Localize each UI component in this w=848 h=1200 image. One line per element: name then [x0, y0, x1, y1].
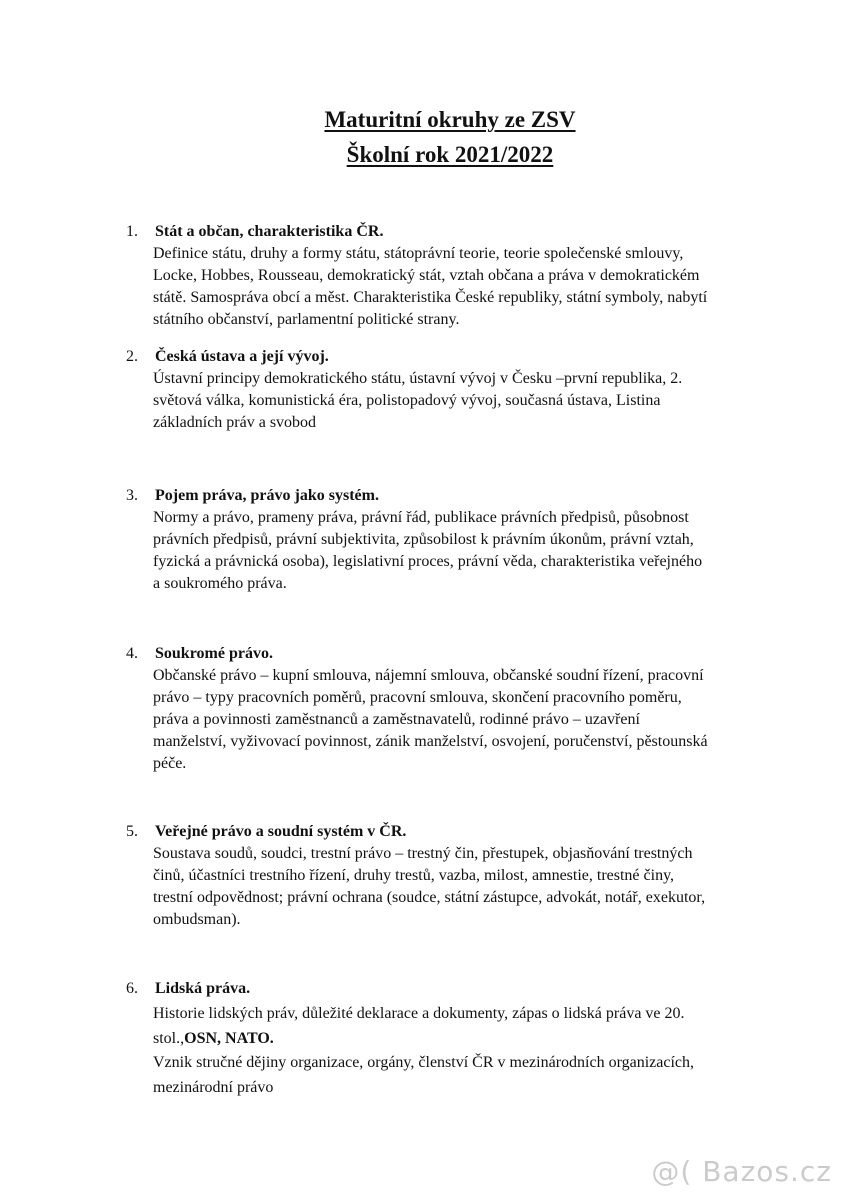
section-number: 4. [126, 645, 138, 662]
section-body [153, 665, 766, 775]
section-6 [126, 978, 766, 1100]
section-number: 1. [126, 223, 138, 240]
title-line-2: Školní rok 2021/2022 [346, 142, 554, 167]
section-title: Pojem práva, právo jako systém. [155, 487, 379, 504]
section-3 [126, 485, 766, 595]
section-number: 2. [126, 348, 138, 365]
section-title: Veřejné právo a soudní systém v ČR. [155, 823, 407, 840]
body-line: právních předpisů, právní subjektivita, způsobilost k právním úkonům, právní vztah, [153, 531, 694, 548]
document-title [0, 102, 848, 172]
section-title: Soukromé právo. [155, 645, 273, 662]
section-body [153, 243, 766, 331]
body-text: stol., [153, 1029, 185, 1047]
section-number: 6. [126, 980, 138, 997]
body-line: trestní odpovědnost; právní ochrana (soudce, státní zástupce, advokát, notář, exekutor, [153, 889, 706, 906]
section-heading [126, 978, 766, 1000]
body-line: péče. [153, 755, 187, 772]
body-line: právo – typy pracovních poměrů, pracovní smlouva, skončení pracovního poměru, [153, 689, 682, 706]
section-title: Česká ústava a její vývoj. [155, 348, 329, 365]
body-line: světová válka, komunistická éra, polistopadový vývoj, současná ústava, Listina [153, 392, 661, 409]
section-5 [126, 821, 766, 931]
body-line: Locke, Hobbes, Rousseau, demokratický stát, vztah občana a práva v demokratickém [153, 267, 700, 284]
watermark: @( Bazos.cz [651, 1155, 832, 1188]
section-4 [126, 643, 766, 775]
body-line: ombudsman). [153, 911, 241, 928]
body-line: fyzická a právnická osoba), legislativní proces, právní věda, charakteristika veřejného [153, 553, 703, 570]
body-line: manželství, vyživovací povinnost, zánik manželství, osvojení, poručenství, pěstounská [153, 733, 708, 750]
section-body [153, 843, 766, 931]
section-2 [126, 346, 766, 434]
bold-text: OSN, NATO. [184, 1029, 274, 1047]
section-body [153, 507, 766, 595]
section-1 [126, 221, 766, 331]
body-line: a soukromého práva. [153, 575, 287, 592]
body-line: Soustava soudů, soudci, trestní právo – trestný čin, přestupek, objasňování trestných [153, 845, 693, 862]
body-line: Vznik stručné dějiny organizace, orgány, členství ČR v mezinárodních organizacích, [153, 1054, 695, 1071]
section-body [153, 1002, 766, 1100]
title-line-1: Maturitní okruhy ze ZSV [324, 107, 576, 132]
body-line: Historie lidských práv, důležité deklarace a dokumenty, zápas o lidská práva ve 20. [153, 1005, 685, 1022]
body-line: Definice státu, druhy a formy státu, státoprávní teorie, teorie společenské smlouvy, [153, 245, 684, 262]
section-body [153, 368, 766, 434]
body-line: Normy a právo, prameny práva, právní řád, publikace právních předpisů, působnost [153, 509, 689, 526]
body-line: Ústavní principy demokratického státu, ústavní vývoj v Česku –první republika, 2. [153, 370, 683, 387]
section-heading [126, 346, 766, 368]
body-line: státě. Samospráva obcí a měst. Charakteristika České republiky, státní symboly, nabytí [153, 289, 708, 306]
body-line: základních práv a svobod [153, 414, 317, 431]
section-number: 3. [126, 487, 138, 504]
body-line: Občanské právo – kupní smlouva, nájemní smlouva, občanské soudní řízení, pracovní [153, 667, 704, 684]
section-heading [126, 485, 766, 507]
section-heading [126, 643, 766, 665]
section-heading [126, 221, 766, 243]
section-number: 5. [126, 823, 138, 840]
section-title: Lidská práva. [155, 980, 251, 997]
body-line: činů, účastníci trestního řízení, druhy trestů, vazba, milost, amnestie, trestné činy, [153, 867, 675, 884]
body-line: státního občanství, parlamentní politické strany. [153, 311, 460, 328]
body-line [153, 1027, 766, 1052]
section-heading [126, 821, 766, 843]
body-line: mezinárodní právo [153, 1078, 274, 1096]
section-title: Stát a občan, charakteristika ČR. [155, 223, 384, 240]
body-line: práva a povinnosti zaměstnanců a zaměstnavatelů, rodinné právo – uzavření [153, 711, 640, 728]
